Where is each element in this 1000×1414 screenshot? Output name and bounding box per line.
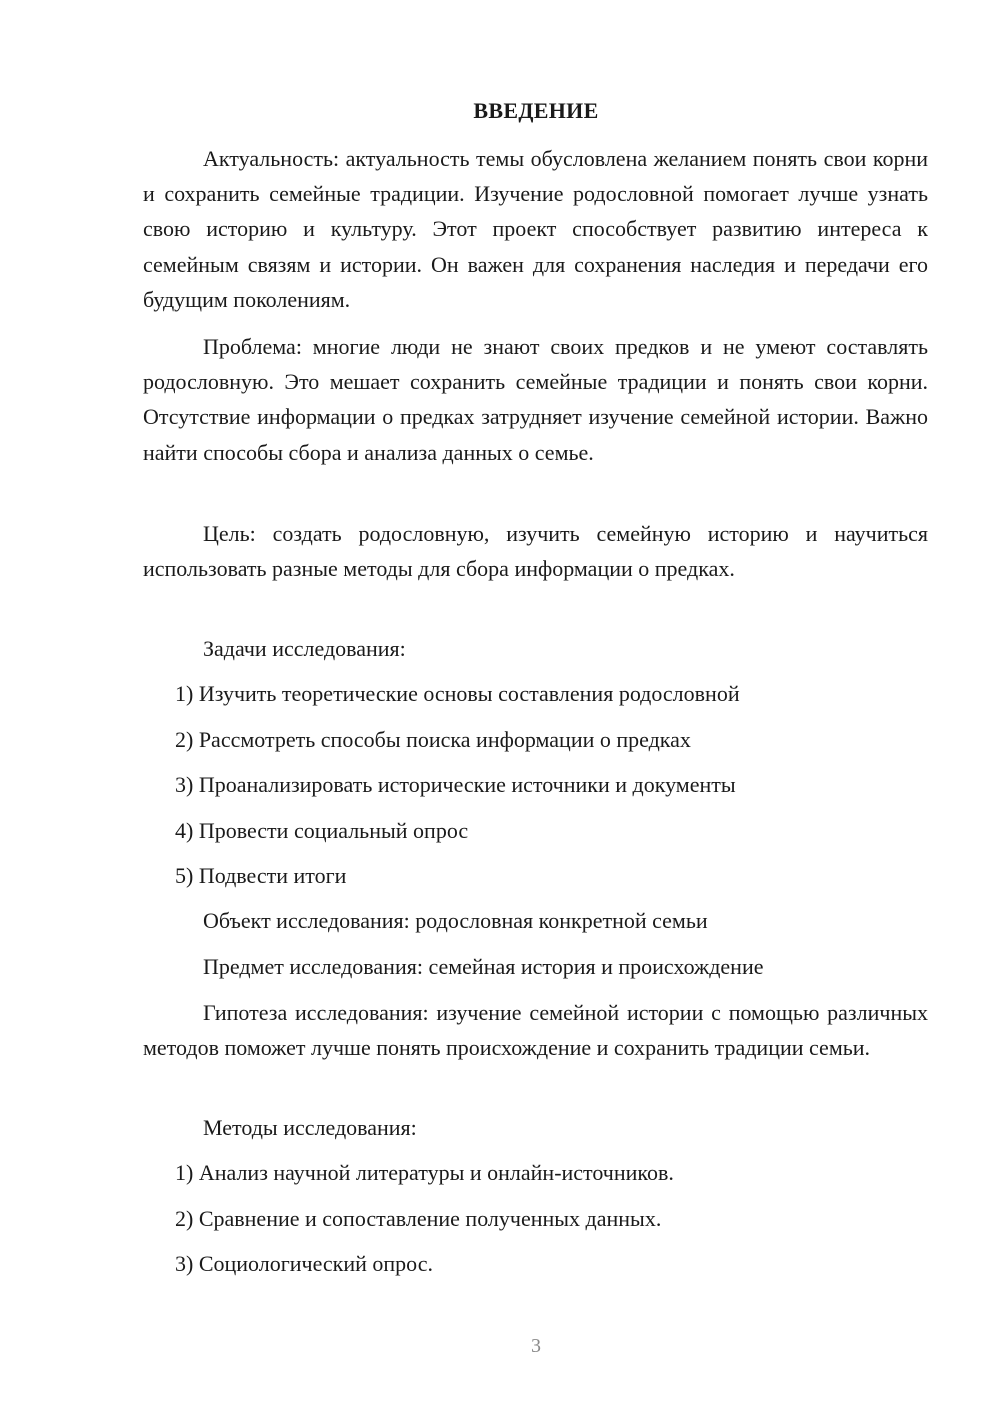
list-item: 5) Подвести итоги <box>175 863 347 888</box>
hypothesis-paragraph: Гипотеза исследования: изучение семейной истории с помощью различных методов поможет лучше понять происхождение и сохранить традиции семьи. <box>143 1000 928 1061</box>
list-item: 3) Социологический опрос. <box>175 1251 433 1276</box>
list-item: 1) Изучить теоретические основы составления родословной <box>175 681 740 706</box>
tasks-heading: Задачи исследования: <box>203 636 406 661</box>
methods-heading: Методы исследования: <box>203 1115 417 1140</box>
list-item: 2) Сравнение и сопоставление полученных данных. <box>175 1206 662 1231</box>
page-title: ВВЕДЕНИЕ <box>473 98 599 123</box>
goal-paragraph: Цель: создать родословную, изучить семейную историю и научиться использовать разные методы для сбора информации о предках. <box>143 521 928 582</box>
list-item: 1) Анализ научной литературы и онлайн-источников. <box>175 1160 674 1185</box>
list-item: 4) Провести социальный опрос <box>175 818 469 843</box>
problem-paragraph: Проблема: многие люди не знают своих предков и не умеют составлять родословную. Это мешает сохранить семейные традиции и понять свои корни. Отсутствие информации о предках затрудняет изучение семейной истории. Важно найти способы сбора и анализа данных о семье. <box>143 334 928 465</box>
research-subject: Предмет исследования: семейная история и происхождение <box>203 954 764 979</box>
relevance-paragraph: Актуальность: актуальность темы обусловлена желанием понять свои корни и сохранить семейные традиции. Изучение родословной помогает лучше узнать свою историю и культуру. Этот проект способствует развитию интереса к семейным связям и истории. Он важен для сохранения наследия и передачи его будущим поколениям. <box>143 146 928 312</box>
page-number: 3 <box>531 1335 541 1357</box>
list-item: 3) Проанализировать исторические источники и документы <box>175 772 736 797</box>
list-item: 2) Рассмотреть способы поиска информации о предках <box>175 727 691 752</box>
research-object: Объект исследования: родословная конкретной семьи <box>203 908 708 933</box>
